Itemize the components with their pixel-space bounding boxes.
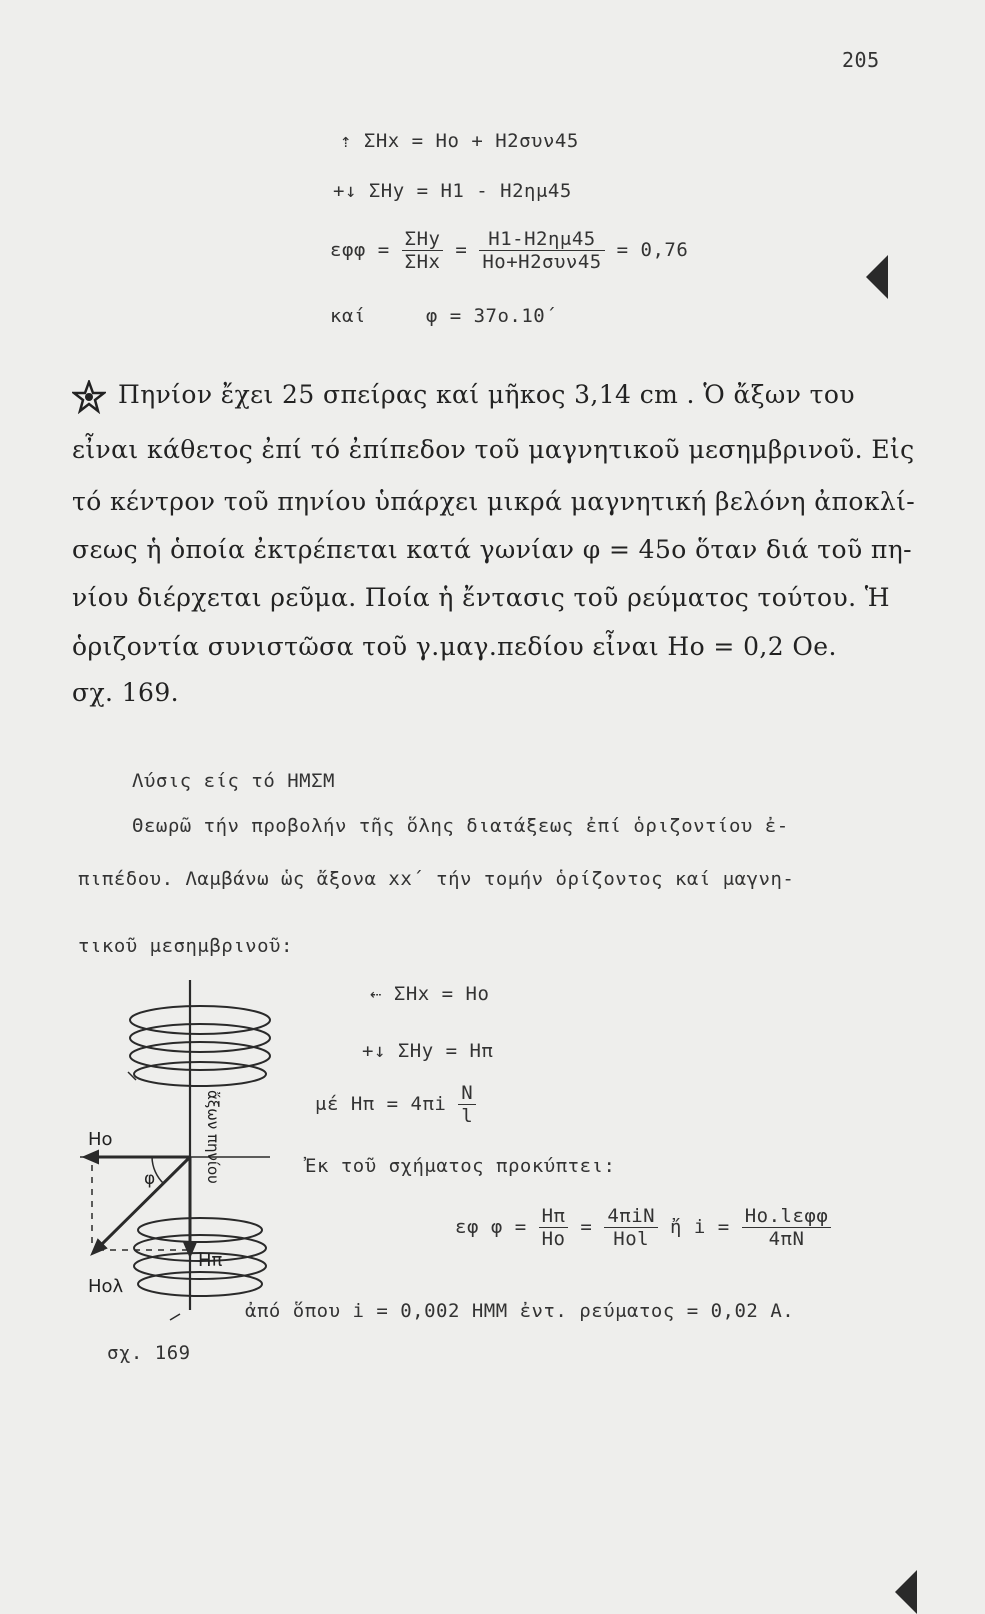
equation-sum-hy: +↓ ΣHy = Hπ	[362, 1040, 494, 1062]
solution-line-3: τικοῦ μεσημβρινοῦ:	[78, 935, 293, 957]
arrow-symbol-icon: +↓	[362, 1040, 398, 1062]
fraction: $\frac{\text{Ho.lεφφ}}{4\pi N}$	[742, 1205, 832, 1250]
problem-line-6: ὁριζοντία συνιστῶσα τοῦ γ.μαγ.πεδίου εἶναι Ho = 0,2 Oe.	[72, 632, 837, 661]
fraction: $\frac{H1-H2\eta\mu 45}{\text{Ho+H2συν45}}$	[479, 228, 604, 273]
final-result: ἀπό ὅπου i = 0,002 HMM ἐντ. ρεύματος = 0,02 A.	[245, 1300, 795, 1322]
label-ho: Ho	[88, 1129, 113, 1150]
label-hp: Hπ	[198, 1250, 223, 1271]
arrow-symbol-icon: ⇡	[340, 130, 364, 152]
margin-triangle-icon	[895, 1570, 917, 1614]
page-number: 205	[842, 48, 880, 72]
solution-line-2: πιπέδου. Λαμβάνω ὡς ἄξονα xx΄ τήν τομήν ὁρίζοντος καί μαγνη-	[78, 868, 795, 890]
problem-line-1: Πηνίον ἔχει 25 σπείρας καί μῆκος 3,14 cm . Ὁ ἄξων του	[118, 380, 855, 409]
margin-triangle-icon	[866, 255, 888, 299]
from-figure-text: Ἐκ τοῦ σχήματος προκύπτει:	[305, 1155, 616, 1177]
equation-sum-hx: ⇠ ΣHx = Ho	[370, 983, 490, 1005]
label-axis: ἄξων πηνίου	[204, 1090, 222, 1184]
label-phi: φ	[144, 1169, 156, 1189]
figure-caption: σχ. 169	[107, 1342, 191, 1364]
label-hoa: Hoλ	[88, 1276, 124, 1297]
arrow-symbol-icon: ⇠	[370, 983, 394, 1005]
equation-tan-result: εφ φ = $\frac{H\pi}{Ho}$ = $\frac{\text{4πiN}}{\text{Hol}}$ ἤ i = $\frac{\text{Ho.lεφφ}}{4\pi N}$	[455, 1205, 831, 1250]
solution-heading: Λύσις είς τό ΗΜΣΜ	[132, 770, 335, 792]
problem-line-5: νίου διέρχεται ρεῦμα. Ποία ἡ ἔντασις τοῦ ρεύματος τούτου. Ἡ	[72, 583, 890, 612]
problem-line-2: εἶναι κάθετος ἐπί τό ἐπίπεδον τοῦ μαγνητικοῦ μεσημβρινοῦ. Εἰς	[72, 435, 915, 464]
equation-sum-y: +↓ ΣHy = H1 - H2ημ45	[333, 180, 572, 202]
solution-line-1: Θεωρῶ τήν προβολήν τῆς ὅλης διατάξεως ἐπί ὁριζοντίου ἐ-	[132, 815, 789, 837]
problem-line-4: σεως ἡ ὁποία ἐκτρέπεται κατά γωνίαν φ = 45ο ὅταν διά τοῦ πη-	[72, 535, 912, 564]
equation-tan-phi: εφφ = $\frac{\text{ΣHy}}{\text{ΣHx}}$ = $\frac{H1-H2\eta\mu 45}{\text{Ho+H2συν45}}$ = 0,76	[330, 228, 689, 273]
star-icon	[72, 380, 106, 418]
fraction: $\frac{N}{l}$	[458, 1082, 476, 1127]
equation-phi-value: καί φ = 37ο.10΄	[330, 305, 558, 327]
equation-sum-x: ⇡ ΣHx = Ho + H2συν45	[340, 130, 579, 152]
problem-line-3: τό κέντρον τοῦ πηνίου ὑπάρχει μικρά μαγνητική βελόνη ἀποκλί-	[72, 487, 916, 516]
equation-h-pi: μέ Hπ = 4πi $\frac{N}{l}$	[315, 1082, 476, 1127]
problem-line-7: σχ. 169.	[72, 678, 179, 707]
arrow-symbol-icon: +↓	[333, 180, 369, 202]
fraction: $\frac{\text{ΣHy}}{\text{ΣHx}}$	[402, 228, 444, 273]
fraction: $\frac{\text{4πiN}}{\text{Hol}}$	[604, 1205, 658, 1250]
fraction: $\frac{H\pi}{Ho}$	[539, 1205, 569, 1250]
figure-169	[70, 980, 310, 1354]
